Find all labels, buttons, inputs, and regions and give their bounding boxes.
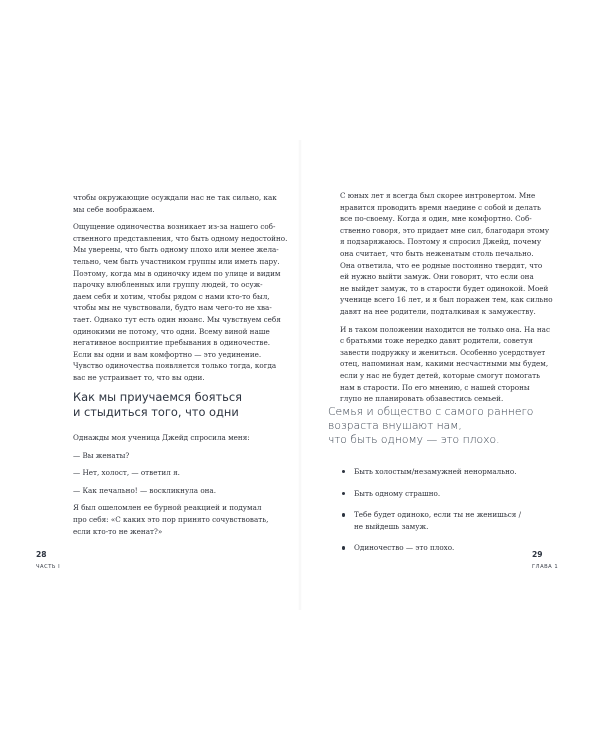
paragraph-line: завести подружку и жениться. Особенно усердствует	[340, 347, 546, 357]
dialog-line: — Как печально! — воскликнула она.	[73, 485, 217, 495]
dialog-line: Однажды моя ученица Джейд спросила меня:	[73, 433, 250, 442]
paragraph-line: давят на нее родители, подталкивая к замужеству.	[340, 306, 536, 316]
paragraph-line: тельно, чем быть участником группы или иметь пару.	[73, 256, 280, 266]
bullet-dot-icon	[342, 470, 345, 473]
footer-label-right: ГЛАВА 1	[532, 564, 559, 570]
paragraph-line: Ощущение одиночества возникает из-за нашего соб-	[73, 222, 276, 232]
paragraph-line: я подзаряжаюсь. Поэтому я спросил Джейд, почему	[340, 237, 542, 247]
dialog-line: — Нет, холост, — ответил я.	[73, 468, 180, 478]
bullet-item	[340, 542, 521, 554]
callout-line: что быть одному — это плохо.	[328, 433, 500, 447]
paragraph-line: Если вы одни и вам комфортно — это уединение.	[73, 349, 262, 359]
bullet-dot-icon	[342, 492, 345, 495]
paragraph-line: ученице всего 16 лет, и я был поражен тем, как сильно	[340, 295, 553, 305]
page-number-left: 28	[36, 550, 47, 559]
paragraph-line: Мы уверены, что быть одному плохо или менее жела-	[73, 245, 279, 255]
bullet-item	[340, 466, 521, 478]
paragraph-line: про себя: «С каких это пор принято сочувствовать,	[73, 514, 269, 524]
paragraph-line: негативное восприятие пребывания в одиночестве.	[73, 338, 270, 348]
paragraph-line: И в таком положении находится не только она. На нас	[340, 324, 550, 334]
paragraph-line: одинокими не потому, что одни. Всему виной наше	[73, 326, 270, 336]
paragraph-line: ей нужно выйти замуж. Они говорят, что если она	[340, 272, 534, 282]
heading-line: Как мы приучаемся бояться	[73, 390, 242, 404]
paragraph-line: нам в старости. По его мнению, с нашей стороны	[340, 382, 530, 392]
paragraph-line: ственного представления, что быть одному недостойно.	[73, 233, 288, 243]
paragraph-line: Поэтому, когда мы в одиночку идем по улице и видим	[73, 268, 281, 278]
paragraph-line: парочку влюбленных или группу людей, то осуж-	[73, 280, 263, 290]
page-number-right: 29	[532, 550, 543, 559]
paragraph-line: с братьями тоже нередко давят родители, советуя	[340, 336, 533, 346]
paragraph-line: нравится проводить время наедине с собой и делать	[340, 202, 541, 212]
paragraph-line: отец, напоминая нам, какими несчастными мы будем,	[340, 359, 549, 369]
bullet-text: Одиночество — это плохо.	[354, 543, 455, 553]
right-text	[340, 190, 553, 411]
paragraph-line: Я был ошеломлен ее бурной реакцией и подумал	[73, 503, 262, 513]
callout-line: Семья и общество с самого раннего	[328, 405, 534, 418]
left-intro	[73, 192, 287, 390]
paragraph-line: глупо не планировать обзавестись семьей.	[340, 394, 504, 404]
paragraph-line: чтобы мы не чувствовали, будто нам чего-то не хва-	[73, 303, 272, 313]
paragraph-line: мы себе воображаем.	[73, 204, 155, 214]
paragraph-line: все по-своему. Когда я один, мне комфортно. Соб-	[340, 214, 532, 224]
paragraph-line: она считает, что быть неженатым столь печально.	[340, 248, 534, 258]
paragraph-line: тает. Однако тут есть один нюанс. Мы чувствуем себя	[73, 314, 281, 324]
paragraph-line: Чувство одиночества появляется только тогда, когда	[73, 361, 277, 371]
bullet-item	[340, 509, 521, 532]
bullet-text: Быть одному страшно.	[354, 488, 441, 498]
section-heading	[73, 390, 242, 419]
paragraph-line: чтобы окружающие осуждали нас не так сильно, как	[73, 193, 277, 202]
dialog-line: — Вы женаты?	[73, 450, 130, 460]
paragraph-line: вас не устраивает то, что вы одни.	[73, 372, 205, 382]
bullet-dot-icon	[342, 513, 345, 516]
bullet-text: Тебе будет одиноко, если ты не женишься /	[354, 510, 521, 520]
paragraph-line: не выйдет замуж, то в старости будет одинокой. Моей	[340, 283, 549, 293]
bullet-item	[340, 488, 521, 500]
bullet-list	[340, 466, 521, 564]
paragraph-line: если кто-то не женат?»	[73, 526, 163, 536]
left-page	[18, 150, 288, 590]
bullet-dot-icon	[342, 546, 345, 549]
callout-quote	[328, 405, 533, 448]
bullet-text: Быть холостым/незамужней ненормально.	[354, 467, 517, 476]
paragraph-line: С юных лет я всегда был скорее интровертом. Мне	[340, 191, 536, 200]
right-page	[300, 150, 570, 590]
footer-label-left: ЧАСТЬ I	[36, 564, 61, 570]
paragraph-line: ственно говоря, это придает мне сил, благодаря этому	[340, 225, 550, 235]
bullet-text: не выйдешь замуж.	[354, 521, 429, 531]
paragraph-line: Она ответила, что ее родные постоянно твердят, что	[340, 260, 543, 270]
callout-line: возраста внушают нам,	[328, 419, 462, 433]
paragraph-line: если у нас не будет детей, которые смогут помогать	[340, 370, 541, 380]
paragraph-line: даем себя и хотим, чтобы рядом с нами кто-то был,	[73, 291, 270, 301]
left-dialog	[73, 432, 268, 543]
heading-line: и стыдиться того, что одни	[73, 404, 239, 419]
